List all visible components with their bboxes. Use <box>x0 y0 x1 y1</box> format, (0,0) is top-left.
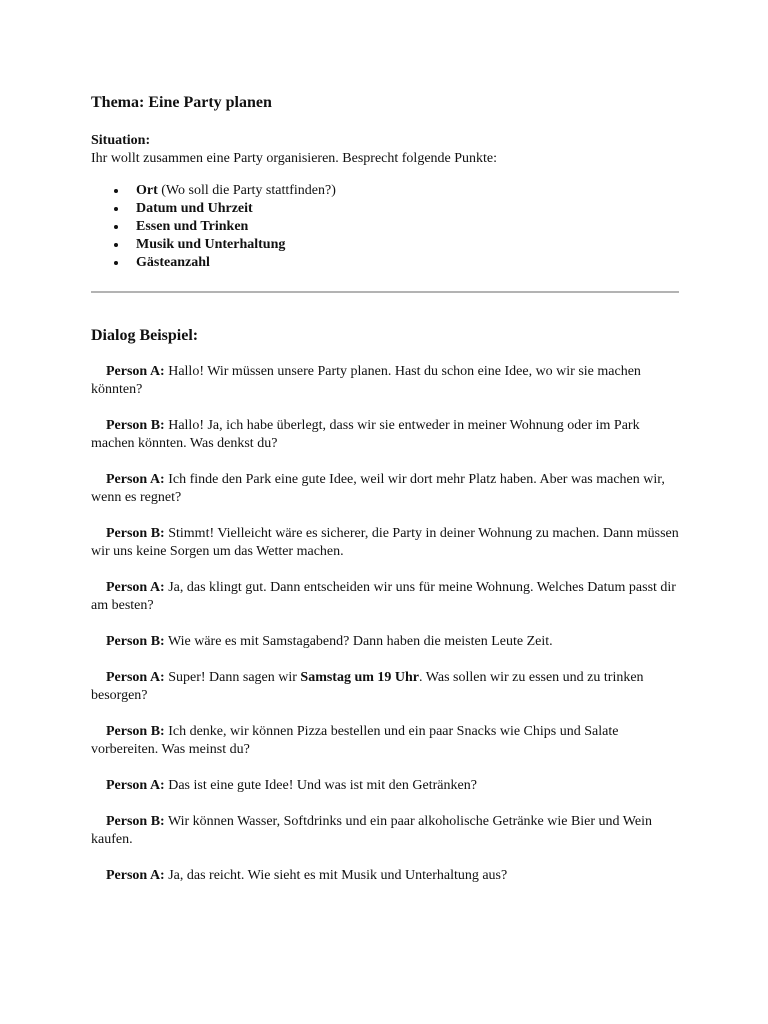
point-heading: Essen und Trinken <box>136 219 249 234</box>
document-page <box>91 92 679 903</box>
dialog-line <box>91 813 679 849</box>
speaker-label: Person B: <box>106 724 165 739</box>
situation-text: Ihr wollt zusammen eine Party organisieren. Besprecht folgende Punkte: <box>91 151 498 166</box>
dialog-line <box>91 579 679 615</box>
list-item <box>136 200 679 218</box>
speaker-label: Person A: <box>106 472 165 487</box>
list-item <box>136 182 679 200</box>
discussion-points-list <box>91 182 679 272</box>
speaker-label: Person A: <box>106 778 165 793</box>
list-item <box>136 254 679 272</box>
point-heading: Musik und Unterhaltung <box>136 237 286 252</box>
speaker-label: Person A: <box>106 868 165 883</box>
dialog-line <box>91 525 679 561</box>
dialog-line <box>91 633 679 651</box>
highlighted-time: Samstag um 19 Uhr <box>300 670 420 685</box>
dialog-text: Hallo! Wir müssen unsere Party planen. Hast du schon eine Idee, wo wir sie machen könnten? <box>91 364 641 397</box>
speaker-label: Person B: <box>106 814 165 829</box>
point-heading: Datum und Uhrzeit <box>136 201 253 216</box>
document-title: Thema: Eine Party planen <box>91 94 272 111</box>
dialog-line <box>91 669 679 705</box>
dialog-text-continued: . Was sollen wir zu essen und zu trinken besorgen? <box>91 670 644 703</box>
dialog-line <box>91 363 679 399</box>
dialog-text: Ja, das klingt gut. Dann entscheiden wir uns für meine Wohnung. Welches Datum passt dir am besten? <box>91 580 676 613</box>
speaker-label: Person B: <box>106 526 165 541</box>
dialog-text: Das ist eine gute Idee! Und was ist mit den Getränken? <box>164 778 477 793</box>
dialog-line <box>91 777 679 795</box>
point-heading: Ort <box>136 183 158 198</box>
dialog-text: Super! Dann sagen wir <box>164 670 301 685</box>
list-item <box>136 236 679 254</box>
dialog-line <box>91 723 679 759</box>
dialog-section <box>91 363 679 885</box>
dialog-text: Ich denke, wir können Pizza bestellen und ein paar Snacks wie Chips und Salate vorbereiten. Was meinst du? <box>91 724 619 757</box>
point-note: (Wo soll die Party stattfinden?) <box>157 183 336 198</box>
dialog-text: Ich finde den Park eine gute Idee, weil wir dort mehr Platz haben. Aber was machen wir, wenn es regnet? <box>91 472 665 505</box>
dialog-line <box>91 867 679 885</box>
dialog-text: Wir können Wasser, Softdrinks und ein paar alkoholische Getränke wie Bier und Wein kaufen. <box>91 814 653 847</box>
dialog-text: Stimmt! Vielleicht wäre es sicherer, die Party in deiner Wohnung zu machen. Dann müssen wir uns keine Sorgen um das Wetter machen. <box>91 526 679 559</box>
speaker-label: Person A: <box>106 670 165 685</box>
situation-label: Situation: <box>91 133 151 148</box>
speaker-label: Person A: <box>106 580 165 595</box>
dialog-text: Hallo! Ja, ich habe überlegt, dass wir sie entweder in meiner Wohnung oder im Park machen könnten. Was denkst du? <box>91 418 640 451</box>
speaker-label: Person A: <box>106 364 165 379</box>
speaker-label: Person B: <box>106 418 165 433</box>
speaker-label: Person B: <box>106 634 165 649</box>
dialog-title: Dialog Beispiel: <box>91 327 199 344</box>
dialog-line <box>91 471 679 507</box>
dialog-line <box>91 417 679 453</box>
dialog-text: Ja, das reicht. Wie sieht es mit Musik und Unterhaltung aus? <box>164 868 508 883</box>
dialog-text: Wie wäre es mit Samstagabend? Dann haben die meisten Leute Zeit. <box>164 634 553 649</box>
list-item <box>136 218 679 236</box>
horizontal-divider <box>91 291 679 293</box>
point-heading: Gästeanzahl <box>136 255 210 270</box>
